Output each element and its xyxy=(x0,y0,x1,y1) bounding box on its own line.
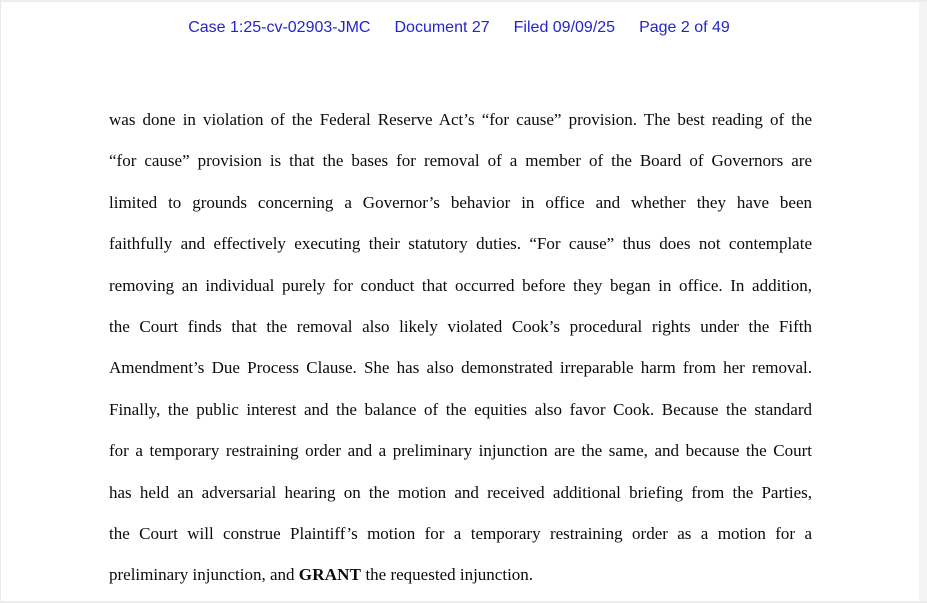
text-line: limited to grounds concerning a Governor’s behavior in office and whether they have been xyxy=(109,192,812,212)
stamp-page-number: Page 2 of 49 xyxy=(639,19,730,36)
stamp-filed-date: Filed 09/09/25 xyxy=(513,19,616,36)
stamp-case-number: Case 1:25-cv-02903-JMC xyxy=(188,19,371,36)
stamp-document-number: Document 27 xyxy=(394,19,490,36)
text-line: Amendment’s Due Process Clause. She has also demonstrated irreparable harm from her removal. xyxy=(109,358,812,378)
viewer-right-margin-strip xyxy=(919,0,927,603)
text-line: the Court finds that the removal also likely violated Cook’s procedural rights under the Fifth xyxy=(109,316,812,336)
window-top-edge xyxy=(0,0,927,2)
grant-bold-word: GRANT xyxy=(298,565,362,585)
text-line: was done in violation of the Federal Reserve Act’s “for cause” provision. The best reading of the xyxy=(109,110,812,129)
text-line: removing an individual purely for conduct that occurred before they began in office. In addition, xyxy=(109,275,812,295)
text-line: for a temporary restraining order and a preliminary injunction are the same, and because the Court xyxy=(109,441,812,461)
window-left-edge xyxy=(0,0,1,603)
text-line-final xyxy=(109,554,812,595)
text-line: faithfully and effectively executing their statutory duties. “For cause” thus does not contemplate xyxy=(109,234,812,254)
text-before-grant: preliminary injunction, and xyxy=(109,565,299,585)
text-line: “for cause” provision is that the bases for removal of a member of the Board of Governors are xyxy=(109,151,812,171)
opinion-paragraph xyxy=(109,99,812,596)
text-after-grant: the requested injunction. xyxy=(361,565,534,585)
ecf-stamp-header xyxy=(0,19,918,37)
text-line: the Court will construe Plaintiff’s motion for a temporary restraining order as a motion for a xyxy=(109,523,812,543)
text-line: Finally, the public interest and the balance of the equities also favor Cook. Because the standard xyxy=(109,399,812,419)
text-line: has held an adversarial hearing on the motion and received additional briefing from the Parties, xyxy=(109,482,812,502)
